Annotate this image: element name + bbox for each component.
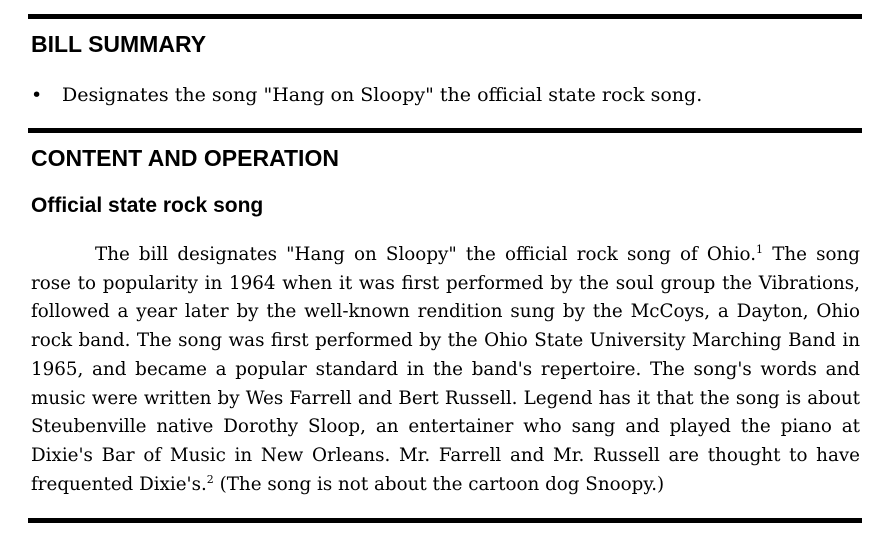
body-paragraph [31,241,860,499]
section-rule [28,128,862,133]
bill-summary-bullet [31,81,702,109]
bullet-icon: • [31,84,43,106]
official-state-rock-song-subheading: Official state rock song [31,194,264,217]
top-rule [28,14,862,19]
footnote-ref-1[interactable]: 1 [756,242,764,256]
paragraph-part-1: The bill designates "Hang on Sloopy" the official rock song of Ohio. [95,244,757,265]
paragraph-part-2: The song rose to popularity in 1964 when it was first performed by the soul group the Vibrations, followed a year later by the well-known rendition sung by the McCoys, a Dayton, Ohio rock band. The song was first performed by the Ohio State University Marching Band in 1965, and became a popular standard in the band's repertoire. The song's words and music were written by Wes Farrell and Bert Russell. Legend has it that the song is about Steubenville native Dorothy Sloop, an entertainer who sang and played the piano at Dixie's Bar of Music in New Orleans. Mr. Farrell and Mr. Russell are thought to have frequented Dixie's. [31,244,860,495]
paragraph-part-3: (The song is not about the cartoon dog Snoopy.) [213,473,665,495]
bottom-rule [28,518,862,523]
content-and-operation-heading: CONTENT AND OPERATION [31,145,339,171]
footnote-ref-2[interactable]: 2 [206,472,214,486]
bill-summary-bullet-text: Designates the song "Hang on Sloopy" the official state rock song. [62,84,703,106]
bill-summary-heading: BILL SUMMARY [31,31,207,57]
